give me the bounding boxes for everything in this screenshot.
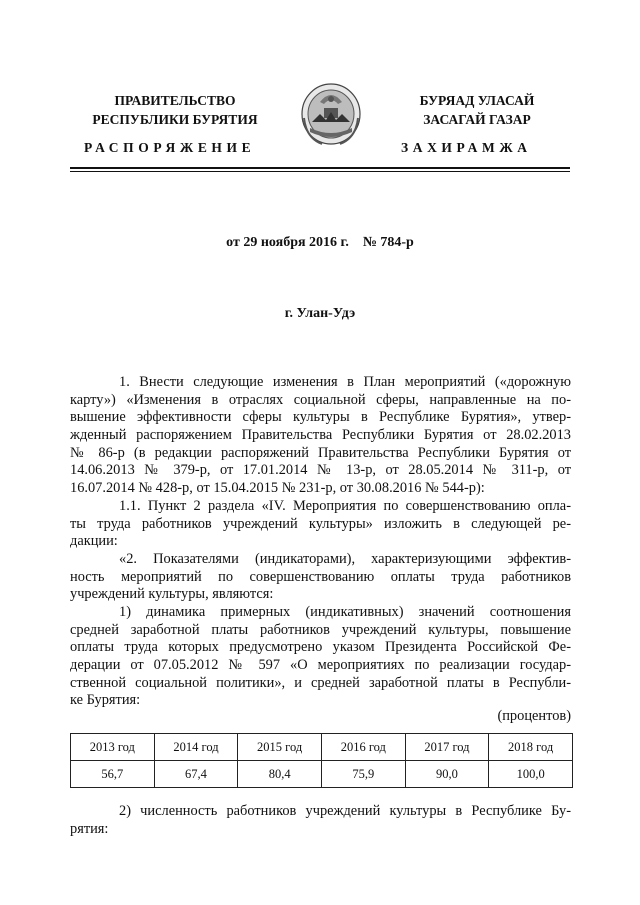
paragraph-line: 1. Внести следующие изменения в План мероприятий («дорожную	[119, 374, 571, 390]
table-header-cell: 2016 год	[321, 734, 405, 761]
table-header-cell: 2018 год	[489, 734, 573, 761]
header-right-block	[372, 91, 582, 129]
paragraph-line: учреждений культуры, являются:	[70, 586, 274, 603]
table-cell: 90,0	[405, 761, 489, 788]
table-header-cell: 2017 год	[405, 734, 489, 761]
header-divider-thin	[70, 171, 570, 172]
table-cell: 67,4	[154, 761, 238, 788]
paragraph-line: ты труда работников учреждений культуры» изложить в следующей ре-	[70, 515, 571, 532]
table-unit-label: (процентов)	[497, 708, 571, 724]
document-type-ru: РАСПОРЯЖЕНИЕ	[84, 140, 256, 155]
table-cell: 100,0	[489, 761, 573, 788]
paragraph-line: карту») «Изменения в отраслях социальной сферы, направленные на по-	[70, 391, 571, 408]
paragraph-line: 2) численность работников учреждений культуры в Республике Бу-	[119, 803, 571, 819]
table-header-cell: 2015 год	[238, 734, 322, 761]
table-header-cell: 2014 год	[154, 734, 238, 761]
paragraph-line: жденный распоряжением Правительства Республики Бурятия от 28.02.2013	[70, 427, 571, 444]
header-right-line2: ЗАСАГАЙ ГАЗАР	[423, 112, 531, 127]
document-body	[70, 374, 571, 710]
table-header-cell: 2013 год	[71, 734, 155, 761]
header-left-line2: РЕСПУБЛИКИ БУРЯТИЯ	[92, 112, 258, 127]
header-right-line1: БУРЯАД УЛАСАЙ	[419, 93, 535, 108]
document-type-bua: ЗАХИРАМЖА	[401, 140, 532, 155]
paragraph-line: дакции:	[70, 533, 118, 550]
paragraph-line: 1) динамика примерных (индикативных) значений соотношения	[119, 603, 571, 620]
paragraph-line: средней заработной платы работников учреждений культуры, повышение	[70, 621, 571, 638]
paragraph-line: рятия:	[70, 820, 109, 837]
header-divider-thick	[70, 167, 570, 169]
paragraph-line: № 86-р (в редакции распоряжений Правительства Республики Бурятия от	[70, 444, 571, 461]
paragraph-line: ность мероприятий по совершенствованию оплаты труда работников	[70, 568, 571, 585]
paragraph-line: 14.06.2013 № 379-р, от 17.01.2014 № 13-р, от 28.05.2014 № 311-р, от	[70, 462, 571, 479]
document-date-number: от 29 ноября 2016 г. № 784-р	[226, 235, 414, 250]
paragraph-line: ственной социальной политики», и средней заработной платы в Республи-	[70, 674, 571, 691]
paragraph-line: оплаты труда которых предусмотрено указом Президента Российской Фе-	[70, 639, 571, 656]
table-header-row	[71, 734, 573, 761]
paragraph-line: «2. Показателями (индикаторами), характеризующими эффектив-	[119, 550, 571, 567]
table-row	[71, 761, 573, 788]
coat-of-arms-icon	[298, 78, 364, 148]
paragraph-line: дерации от 07.05.2012 № 597 «О мероприятиях по реализации государ-	[70, 657, 571, 673]
header-left-block	[50, 91, 300, 129]
paragraph-line: ке Бурятия:	[70, 692, 141, 709]
document-body-continued	[70, 803, 571, 838]
table-cell: 80,4	[238, 761, 322, 788]
document-city: г. Улан-Удэ	[284, 306, 356, 321]
header-left-line1: ПРАВИТЕЛЬСТВО	[114, 93, 236, 108]
paragraph-line: 16.07.2014 № 428-р, от 15.04.2015 № 231-р, от 30.08.2016 № 544-р):	[70, 480, 485, 497]
table-cell: 75,9	[321, 761, 405, 788]
table-cell: 56,7	[71, 761, 155, 788]
paragraph-line: 1.1. Пункт 2 раздела «IV. Мероприятия по совершенствованию опла-	[119, 497, 571, 514]
indicator-table	[70, 733, 573, 788]
paragraph-line: вышение эффективности сферы культуры в Республике Бурятия», утвер-	[70, 409, 571, 426]
